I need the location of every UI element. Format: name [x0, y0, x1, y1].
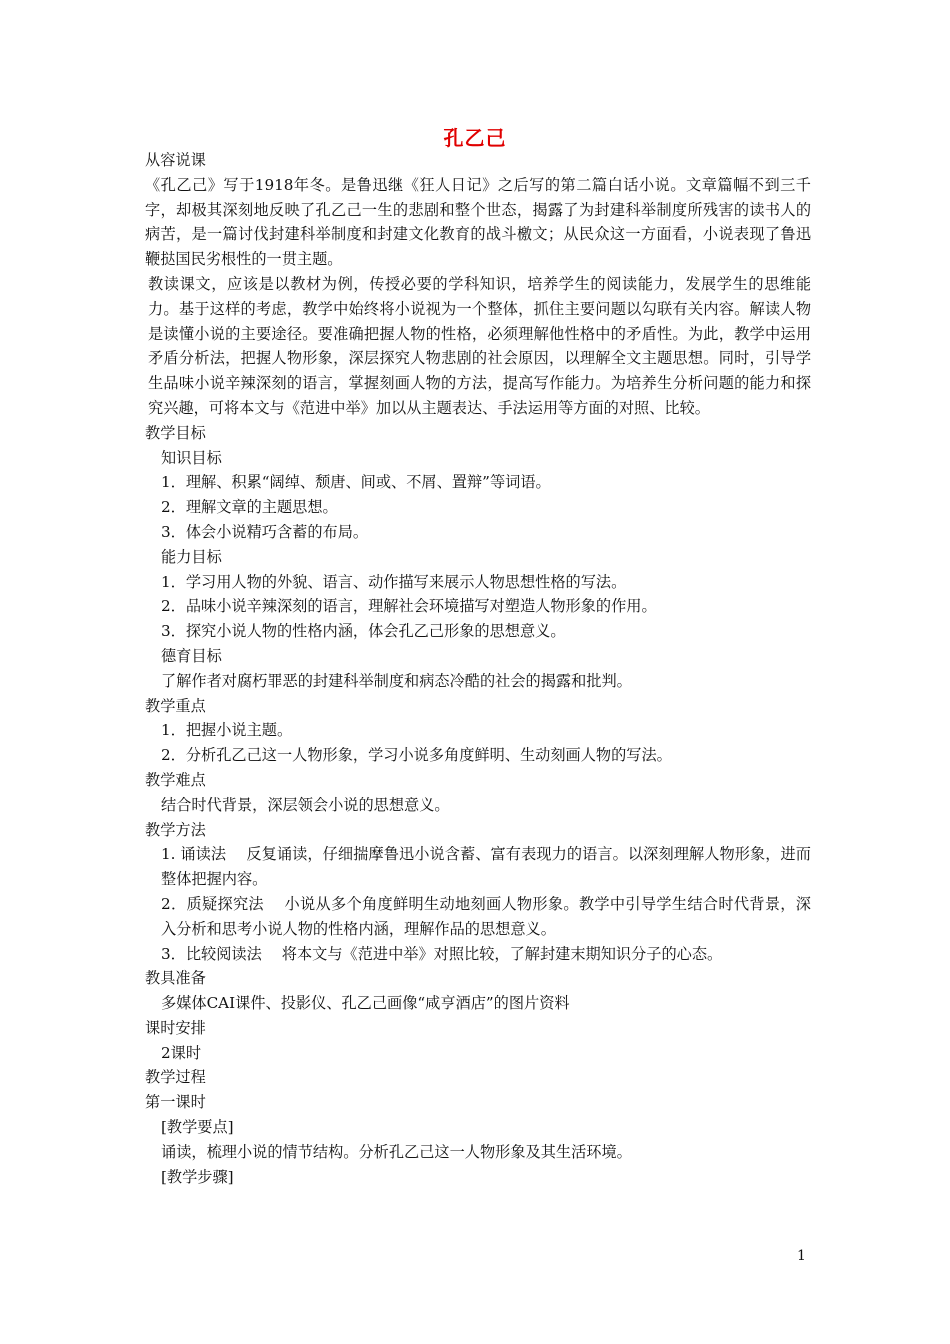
list-item: 1．学习用人物的外貌、语言、动作描写来展示人物思想性格的写法。 — [161, 572, 627, 591]
section-heading: 课时安排 — [145, 1018, 206, 1037]
list-item: 3．探究小说人物的性格内涵，体会孔乙己形象的思想意义。 — [161, 622, 566, 641]
paragraph: 结合时代背景，深层领会小说的思想意义。 — [161, 795, 450, 814]
section-heading: 教学目标 — [145, 423, 206, 442]
list-item: 2．品味小说辛辣深刻的语言，理解社会环境描写对塑造人物形象的作用。 — [161, 597, 657, 616]
paragraph: 《孔乙己》写于1918年冬。是鲁迅继《狂人日记》之后写的第二篇白话小说。文章篇幅不到三千字，却极其深刻地反映了孔乙己一生的悲剧和整个世态，揭露了为封建科举制度所残害的读书人的病苦，是一篇讨伐封建科举制度和封建文化教育的战斗檄文；从民众这一方面看，小说表现了鲁迅鞭挞国民劣根性的一贯主题。 — [145, 175, 811, 269]
page-number: 1 — [797, 1248, 806, 1264]
list-item: 3．比较阅读法 将本文与《范进中举》对照比较，了解封建末期知识分子的心态。 — [161, 944, 723, 963]
list-item: 1. 诵读法 反复诵读，仔细揣摩鲁迅小说含蓄、富有表现力的语言。以深刻理解人物形象，进而整体把握内容。 — [161, 845, 811, 889]
section-heading: 教具准备 — [145, 969, 206, 988]
list-item: 1．把握小说主题。 — [161, 721, 293, 740]
paragraph: 教读课文，应该是以教材为例，传授必要的学科知识，培养学生的阅读能力，发展学生的思维能力。基于这样的考虑，教学中始终将小说视为一个整体，抓住主要问题以勾联有关内容。解读人物是读懂小说的主要途径。要准确把握人物的性格，必须理解他性格中的矛盾性。为此，教学中运用矛盾分析法，把握人物形象，深层探究人物悲剧的社会原因，以理解全文主题思想。同时，引导学生品味小说辛辣深刻的语言，掌握刻画人物的方法，提高写作能力。为培养生分析问题的能力和探究兴趣，可将本文与《范进中举》加以从主题表达、手法运用等方面的对照、比较。 — [148, 274, 811, 417]
list-item: 3．体会小说精巧含蓄的布局。 — [161, 522, 369, 541]
section-heading: 教学方法 — [145, 820, 206, 839]
list-item: 2．质疑探究法 小说从多个角度鲜明生动地刻画人物形象。教学中引导学生结合时代背景，深入分析和思考小说人物的性格内涵，理解作品的思想意义。 — [161, 894, 811, 938]
subsection-heading: [教学步骤] — [161, 1167, 234, 1186]
list-item: 1．理解、积累“阔绰、颓唐、间或、不屑、置辩”等词语。 — [161, 473, 551, 492]
paragraph: 诵读，梳理小说的情节结构。分析孔乙己这一人物形象及其生活环境。 — [161, 1142, 632, 1161]
document-title: 孔乙己 — [443, 126, 507, 150]
paragraph: 2课时 — [161, 1043, 202, 1062]
subsection-heading: [教学要点] — [161, 1118, 234, 1137]
subsection-heading: 能力目标 — [161, 547, 222, 566]
section-heading: 教学重点 — [145, 696, 206, 715]
document-body — [145, 148, 811, 1189]
paragraph: 多媒体CAI课件、投影仪、孔乙己画像“咸亨酒店”的图片资料 — [161, 994, 570, 1013]
section-heading: 教学难点 — [145, 770, 206, 789]
section-heading: 教学过程 — [145, 1068, 206, 1087]
list-item: 2．分析孔乙己这一人物形象，学习小说多角度鲜明、生动刻画人物的写法。 — [161, 746, 672, 765]
subsection-heading: 知识目标 — [161, 448, 222, 467]
subsection-heading: 德育目标 — [161, 646, 222, 665]
section-heading: 第一课时 — [145, 1093, 206, 1112]
list-item: 2．理解文章的主题思想。 — [161, 498, 338, 517]
section-heading: 从容说课 — [145, 151, 206, 169]
paragraph: 了解作者对腐朽罪恶的封建科举制度和病态冷酷的社会的揭露和批判。 — [161, 671, 632, 690]
